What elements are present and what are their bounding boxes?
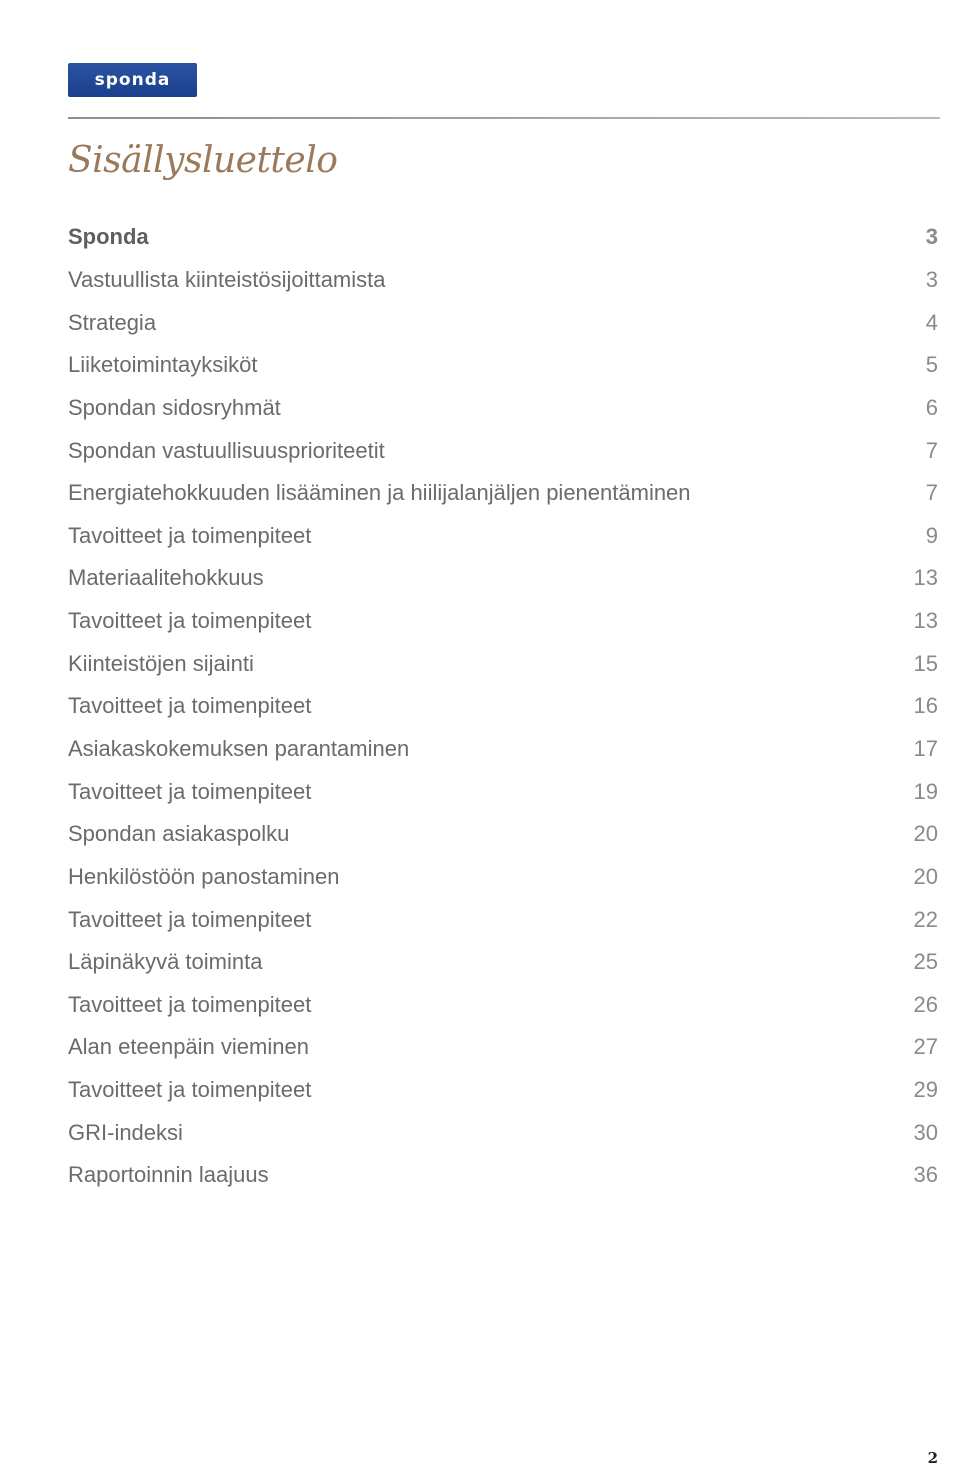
toc-entry[interactable] xyxy=(68,642,938,685)
toc-entry[interactable] xyxy=(68,941,938,984)
page-title: Sisällysluettelo xyxy=(68,140,338,181)
toc-entry-label: GRI-indeksi xyxy=(68,1119,183,1145)
toc-entry-label: Strategia xyxy=(68,309,157,335)
toc-entry-page: 25 xyxy=(913,949,938,975)
toc-entry-label: Spondan vastuullisuusprioriteetit xyxy=(68,437,385,463)
toc-entry-label: Liiketoimintayksiköt xyxy=(68,352,258,378)
toc-entry[interactable] xyxy=(68,216,938,259)
toc-entry-page: 27 xyxy=(913,1034,938,1060)
toc-entry-label: Spondan asiakaspolku xyxy=(68,821,290,847)
toc-entry[interactable] xyxy=(68,301,938,344)
toc-entry-label: Tavoitteet ja toimenpiteet xyxy=(68,991,312,1017)
toc-entry-page: 26 xyxy=(913,991,938,1017)
toc-entry-label: Raportoinnin laajuus xyxy=(68,1162,269,1188)
table-of-contents xyxy=(68,216,938,1197)
toc-entry-page: 3 xyxy=(925,266,938,292)
toc-entry[interactable] xyxy=(68,387,938,430)
toc-entry-page: 19 xyxy=(913,778,938,804)
toc-entry-page: 15 xyxy=(913,650,938,676)
toc-entry[interactable] xyxy=(68,813,938,856)
toc-entry[interactable] xyxy=(68,1026,938,1069)
toc-entry-page: 7 xyxy=(925,480,938,506)
toc-entry-page: 4 xyxy=(925,309,938,335)
toc-entry-label: Vastuullista kiinteistösijoittamista xyxy=(68,266,386,292)
toc-entry[interactable] xyxy=(68,685,938,728)
toc-entry[interactable] xyxy=(68,770,938,813)
toc-entry-page: 29 xyxy=(913,1077,938,1103)
toc-entry[interactable] xyxy=(68,472,938,515)
toc-entry-label: Kiinteistöjen sijainti xyxy=(68,650,254,676)
toc-entry-label: Spondan sidosryhmät xyxy=(68,394,281,420)
toc-entry[interactable] xyxy=(68,1069,938,1112)
toc-entry-label: Sponda xyxy=(68,224,149,250)
toc-entry[interactable] xyxy=(68,728,938,771)
toc-entry-label: Tavoitteet ja toimenpiteet xyxy=(68,693,312,719)
toc-entry[interactable] xyxy=(68,1154,938,1197)
toc-entry-page: 7 xyxy=(925,437,938,463)
toc-entry[interactable] xyxy=(68,429,938,472)
toc-entry-page: 22 xyxy=(913,906,938,932)
toc-entry[interactable] xyxy=(68,856,938,899)
toc-entry[interactable] xyxy=(68,259,938,302)
header-rule xyxy=(68,117,940,119)
toc-entry[interactable] xyxy=(68,984,938,1027)
toc-entry-label: Materiaalitehokkuus xyxy=(68,565,264,591)
toc-entry-label: Tavoitteet ja toimenpiteet xyxy=(68,608,312,634)
toc-entry-label: Tavoitteet ja toimenpiteet xyxy=(68,778,312,804)
toc-entry-label: Alan eteenpäin vieminen xyxy=(68,1034,309,1060)
toc-entry-page: 20 xyxy=(913,821,938,847)
toc-entry-page: 13 xyxy=(913,565,938,591)
toc-entry[interactable] xyxy=(68,344,938,387)
toc-entry-page: 3 xyxy=(925,224,938,250)
toc-entry-page: 17 xyxy=(913,736,938,761)
toc-entry-label: Tavoitteet ja toimenpiteet xyxy=(68,906,312,932)
toc-entry[interactable] xyxy=(68,514,938,557)
toc-entry-label: Asiakaskokemuksen parantaminen xyxy=(68,736,410,761)
toc-entry-page: 16 xyxy=(913,693,938,719)
toc-entry[interactable] xyxy=(68,898,938,941)
toc-entry-page: 13 xyxy=(913,608,938,634)
toc-entry-page: 6 xyxy=(925,394,938,420)
toc-entry-label: Energiatehokkuuden lisääminen ja hiilijalanjäljen pienentäminen xyxy=(68,480,691,506)
toc-entry-page: 5 xyxy=(925,352,938,378)
toc-entry-label: Tavoitteet ja toimenpiteet xyxy=(68,1077,312,1103)
toc-entry-page: 9 xyxy=(925,522,938,548)
sponda-logo: sponda xyxy=(68,63,197,97)
toc-entry[interactable] xyxy=(68,1111,938,1154)
toc-entry-label: Läpinäkyvä toiminta xyxy=(68,949,263,975)
toc-entry-page: 20 xyxy=(913,863,938,889)
toc-entry[interactable] xyxy=(68,557,938,600)
toc-entry-page: 36 xyxy=(913,1162,938,1188)
toc-entry[interactable] xyxy=(68,600,938,643)
toc-entry-label: Tavoitteet ja toimenpiteet xyxy=(68,522,312,548)
toc-entry-label: Henkilöstöön panostaminen xyxy=(68,863,340,889)
page-number: 2 xyxy=(927,1449,938,1467)
toc-entry-page: 30 xyxy=(913,1119,938,1145)
